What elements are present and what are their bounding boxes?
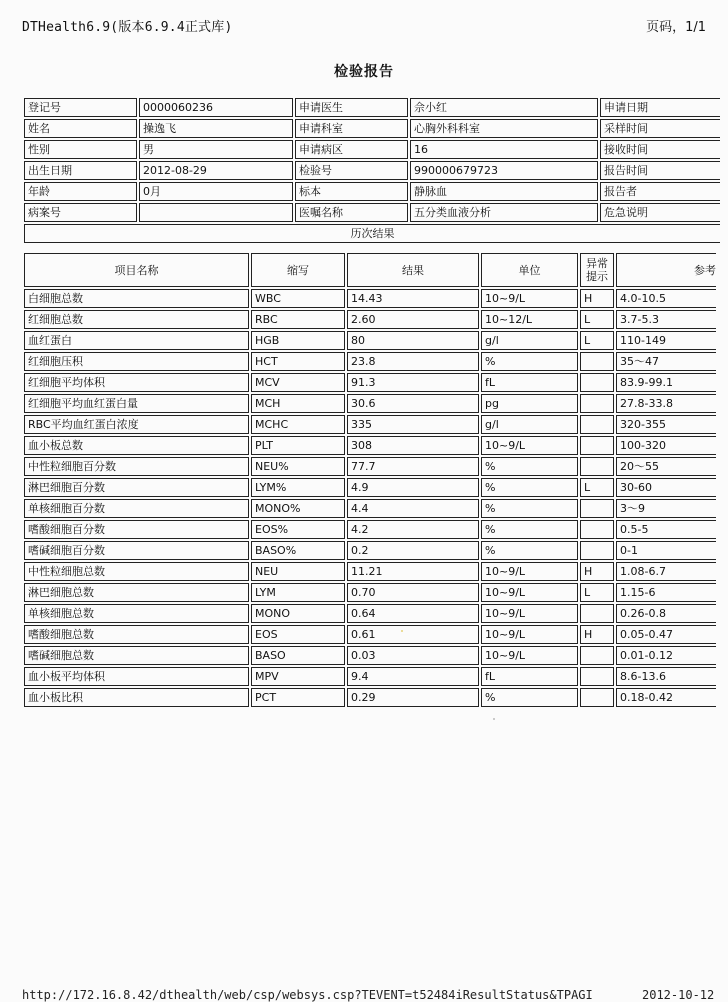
- info-label: 出生日期: [24, 161, 137, 180]
- col-item-name: 项目名称: [24, 253, 249, 287]
- info-value: 静脉血: [410, 182, 598, 201]
- patient-info-table: [22, 96, 722, 245]
- info-row: [24, 203, 720, 222]
- info-row: [24, 98, 720, 117]
- page-number: 页码，1/1: [646, 20, 706, 35]
- report-title: 检验报告: [334, 64, 394, 80]
- result-result: 4.2: [347, 520, 479, 539]
- result-abnormal-flag: [580, 394, 614, 413]
- result-item-name: 血红蛋白: [24, 331, 249, 350]
- result-row: [24, 457, 716, 476]
- result-item-name: 血小板总数: [24, 436, 249, 455]
- result-unit: 10~9/L: [481, 436, 578, 455]
- result-row: [24, 541, 716, 560]
- result-abnormal-flag: [580, 646, 614, 665]
- app-version-header: DTHealth6.9(版本6.9.4正式库): [22, 20, 233, 35]
- result-item-name: 单核细胞总数: [24, 604, 249, 623]
- col-unit: 单位: [481, 253, 578, 287]
- result-abbreviation: PCT: [251, 688, 345, 707]
- result-result: 11.21: [347, 562, 479, 581]
- result-row: [24, 667, 716, 686]
- result-unit: 10~9/L: [481, 289, 578, 308]
- result-reference: 20～55: [616, 457, 716, 476]
- result-unit: %: [481, 541, 578, 560]
- result-abnormal-flag: H: [580, 289, 614, 308]
- result-reference: 0.26-0.8: [616, 604, 716, 623]
- result-abnormal-flag: [580, 667, 614, 686]
- result-reference: 35～47: [616, 352, 716, 371]
- result-row: [24, 310, 716, 329]
- lab-results-table: [22, 251, 718, 709]
- result-abnormal-flag: [580, 457, 614, 476]
- result-row: [24, 289, 716, 308]
- info-value: 五分类血液分析: [410, 203, 598, 222]
- result-unit: %: [481, 688, 578, 707]
- scan-speck: [401, 630, 403, 632]
- result-abbreviation: EOS: [251, 625, 345, 644]
- info-row: [24, 119, 720, 138]
- info-label: 危急说明: [600, 203, 720, 222]
- result-row: [24, 352, 716, 371]
- info-value: 990000679723: [410, 161, 598, 180]
- result-row: [24, 436, 716, 455]
- info-label: 接收时间: [600, 140, 720, 159]
- result-item-name: 红细胞平均血红蛋白量: [24, 394, 249, 413]
- result-row: [24, 604, 716, 623]
- result-reference: 27.8-33.8: [616, 394, 716, 413]
- info-value: 男: [139, 140, 293, 159]
- col-result: 结果: [347, 253, 479, 287]
- result-abnormal-flag: L: [580, 310, 614, 329]
- result-row: [24, 583, 716, 602]
- result-abbreviation: HCT: [251, 352, 345, 371]
- result-abbreviation: RBC: [251, 310, 345, 329]
- info-label: 登记号: [24, 98, 137, 117]
- result-abnormal-flag: [580, 688, 614, 707]
- result-item-name: 红细胞平均体积: [24, 373, 249, 392]
- info-value: 操逸飞: [139, 119, 293, 138]
- result-result: 308: [347, 436, 479, 455]
- result-unit: fL: [481, 373, 578, 392]
- result-unit: %: [481, 478, 578, 497]
- result-row: [24, 415, 716, 434]
- info-row: [24, 182, 720, 201]
- col-reference: 参考: [616, 253, 716, 287]
- result-abnormal-flag: L: [580, 478, 614, 497]
- col-abbreviation: 缩写: [251, 253, 345, 287]
- result-unit: fL: [481, 667, 578, 686]
- result-result: 14.43: [347, 289, 479, 308]
- result-unit: %: [481, 352, 578, 371]
- result-abnormal-flag: L: [580, 331, 614, 350]
- result-unit: %: [481, 499, 578, 518]
- result-result: 2.60: [347, 310, 479, 329]
- result-result: 91.3: [347, 373, 479, 392]
- result-unit: 10~9/L: [481, 625, 578, 644]
- result-abnormal-flag: [580, 436, 614, 455]
- result-result: 0.29: [347, 688, 479, 707]
- info-value: 2012-08-29: [139, 161, 293, 180]
- footer-url: http://172.16.8.42/dthealth/web/csp/websys.csp?TEVENT=t52484iResultStatus&TPAGI: [22, 988, 593, 1002]
- info-label: 姓名: [24, 119, 137, 138]
- result-item-name: 红细胞压积: [24, 352, 249, 371]
- result-reference: 83.9-99.1: [616, 373, 716, 392]
- info-value: 佘小红: [410, 98, 598, 117]
- result-abbreviation: LYM: [251, 583, 345, 602]
- result-abbreviation: NEU: [251, 562, 345, 581]
- result-reference: 3.7-5.3: [616, 310, 716, 329]
- results-header-row: [24, 253, 716, 287]
- result-item-name: 嗜酸细胞百分数: [24, 520, 249, 539]
- info-value: 0月: [139, 182, 293, 201]
- result-unit: %: [481, 520, 578, 539]
- result-abbreviation: MONO: [251, 604, 345, 623]
- result-reference: 0-1: [616, 541, 716, 560]
- result-item-name: 红细胞总数: [24, 310, 249, 329]
- result-reference: 0.05-0.47: [616, 625, 716, 644]
- result-reference: 0.5-5: [616, 520, 716, 539]
- result-unit: 10~9/L: [481, 604, 578, 623]
- info-label: 申请病区: [295, 140, 408, 159]
- col-abnormal-flag: 异常提示: [580, 253, 614, 287]
- result-reference: 3～9: [616, 499, 716, 518]
- result-abbreviation: BASO%: [251, 541, 345, 560]
- info-row: [24, 140, 720, 159]
- result-unit: 10~9/L: [481, 646, 578, 665]
- result-abnormal-flag: [580, 352, 614, 371]
- result-result: 4.4: [347, 499, 479, 518]
- result-item-name: 嗜酸细胞总数: [24, 625, 249, 644]
- result-abbreviation: BASO: [251, 646, 345, 665]
- result-reference: 1.15-6: [616, 583, 716, 602]
- result-result: 4.9: [347, 478, 479, 497]
- result-abbreviation: MONO%: [251, 499, 345, 518]
- result-abbreviation: MCHC: [251, 415, 345, 434]
- result-abbreviation: MPV: [251, 667, 345, 686]
- result-result: 0.70: [347, 583, 479, 602]
- info-label: 病案号: [24, 203, 137, 222]
- result-reference: 1.08-6.7: [616, 562, 716, 581]
- result-reference: 30-60: [616, 478, 716, 497]
- result-reference: 0.01-0.12: [616, 646, 716, 665]
- result-row: [24, 478, 716, 497]
- result-row: [24, 520, 716, 539]
- result-item-name: 白细胞总数: [24, 289, 249, 308]
- result-row: [24, 394, 716, 413]
- info-label: 报告者: [600, 182, 720, 201]
- info-value: 0000060236: [139, 98, 293, 117]
- result-result: 9.4: [347, 667, 479, 686]
- result-abnormal-flag: [580, 499, 614, 518]
- result-abnormal-flag: [580, 541, 614, 560]
- result-abbreviation: MCH: [251, 394, 345, 413]
- result-row: [24, 646, 716, 665]
- info-row: [24, 161, 720, 180]
- result-item-name: 血小板比积: [24, 688, 249, 707]
- result-abnormal-flag: [580, 520, 614, 539]
- result-abbreviation: NEU%: [251, 457, 345, 476]
- result-unit: pg: [481, 394, 578, 413]
- result-result: 0.2: [347, 541, 479, 560]
- result-abnormal-flag: [580, 604, 614, 623]
- result-item-name: 嗜碱细胞百分数: [24, 541, 249, 560]
- result-item-name: 淋巴细胞总数: [24, 583, 249, 602]
- result-row: [24, 331, 716, 350]
- result-item-name: 中性粒细胞总数: [24, 562, 249, 581]
- result-abbreviation: MCV: [251, 373, 345, 392]
- result-unit: 10~9/L: [481, 562, 578, 581]
- result-item-name: 淋巴细胞百分数: [24, 478, 249, 497]
- result-unit: %: [481, 457, 578, 476]
- result-unit: 10~12/L: [481, 310, 578, 329]
- result-abnormal-flag: H: [580, 562, 614, 581]
- result-row: [24, 688, 716, 707]
- info-label: 申请科室: [295, 119, 408, 138]
- info-label: 标本: [295, 182, 408, 201]
- info-label: 年龄: [24, 182, 137, 201]
- result-item-name: 单核细胞百分数: [24, 499, 249, 518]
- result-abbreviation: LYM%: [251, 478, 345, 497]
- result-reference: 100-320: [616, 436, 716, 455]
- info-label: 检验号: [295, 161, 408, 180]
- result-unit: g/l: [481, 331, 578, 350]
- result-row: [24, 499, 716, 518]
- result-result: 0.64: [347, 604, 479, 623]
- result-abnormal-flag: [580, 373, 614, 392]
- result-reference: 4.0-10.5: [616, 289, 716, 308]
- result-item-name: 中性粒细胞百分数: [24, 457, 249, 476]
- info-label: 申请医生: [295, 98, 408, 117]
- result-item-name: 嗜碱细胞总数: [24, 646, 249, 665]
- result-result: 80: [347, 331, 479, 350]
- result-abbreviation: HGB: [251, 331, 345, 350]
- info-label: 医嘱名称: [295, 203, 408, 222]
- result-result: 0.03: [347, 646, 479, 665]
- result-abnormal-flag: H: [580, 625, 614, 644]
- result-reference: 8.6-13.6: [616, 667, 716, 686]
- result-reference: 320-355: [616, 415, 716, 434]
- info-value: 心胸外科科室: [410, 119, 598, 138]
- result-row: [24, 562, 716, 581]
- footer-date: 2012-10-12: [636, 988, 714, 1002]
- scan-speck: [493, 718, 495, 720]
- result-reference: 110-149: [616, 331, 716, 350]
- info-value: 16: [410, 140, 598, 159]
- result-reference: 0.18-0.42: [616, 688, 716, 707]
- result-result: 23.8: [347, 352, 479, 371]
- result-abbreviation: PLT: [251, 436, 345, 455]
- history-results-label: 历次结果: [24, 224, 720, 243]
- info-label: 申请日期: [600, 98, 720, 117]
- result-result: 335: [347, 415, 479, 434]
- result-unit: g/l: [481, 415, 578, 434]
- result-abnormal-flag: L: [580, 583, 614, 602]
- result-result: 77.7: [347, 457, 479, 476]
- result-unit: 10~9/L: [481, 583, 578, 602]
- result-row: [24, 625, 716, 644]
- result-item-name: RBC平均血红蛋白浓度: [24, 415, 249, 434]
- info-label: 报告时间: [600, 161, 720, 180]
- result-abnormal-flag: [580, 415, 614, 434]
- info-label: 采样时间: [600, 119, 720, 138]
- result-result: 30.6: [347, 394, 479, 413]
- result-row: [24, 373, 716, 392]
- result-abbreviation: WBC: [251, 289, 345, 308]
- info-label: 性别: [24, 140, 137, 159]
- result-result: 0.61: [347, 625, 479, 644]
- result-abbreviation: EOS%: [251, 520, 345, 539]
- info-value: [139, 203, 293, 222]
- result-item-name: 血小板平均体积: [24, 667, 249, 686]
